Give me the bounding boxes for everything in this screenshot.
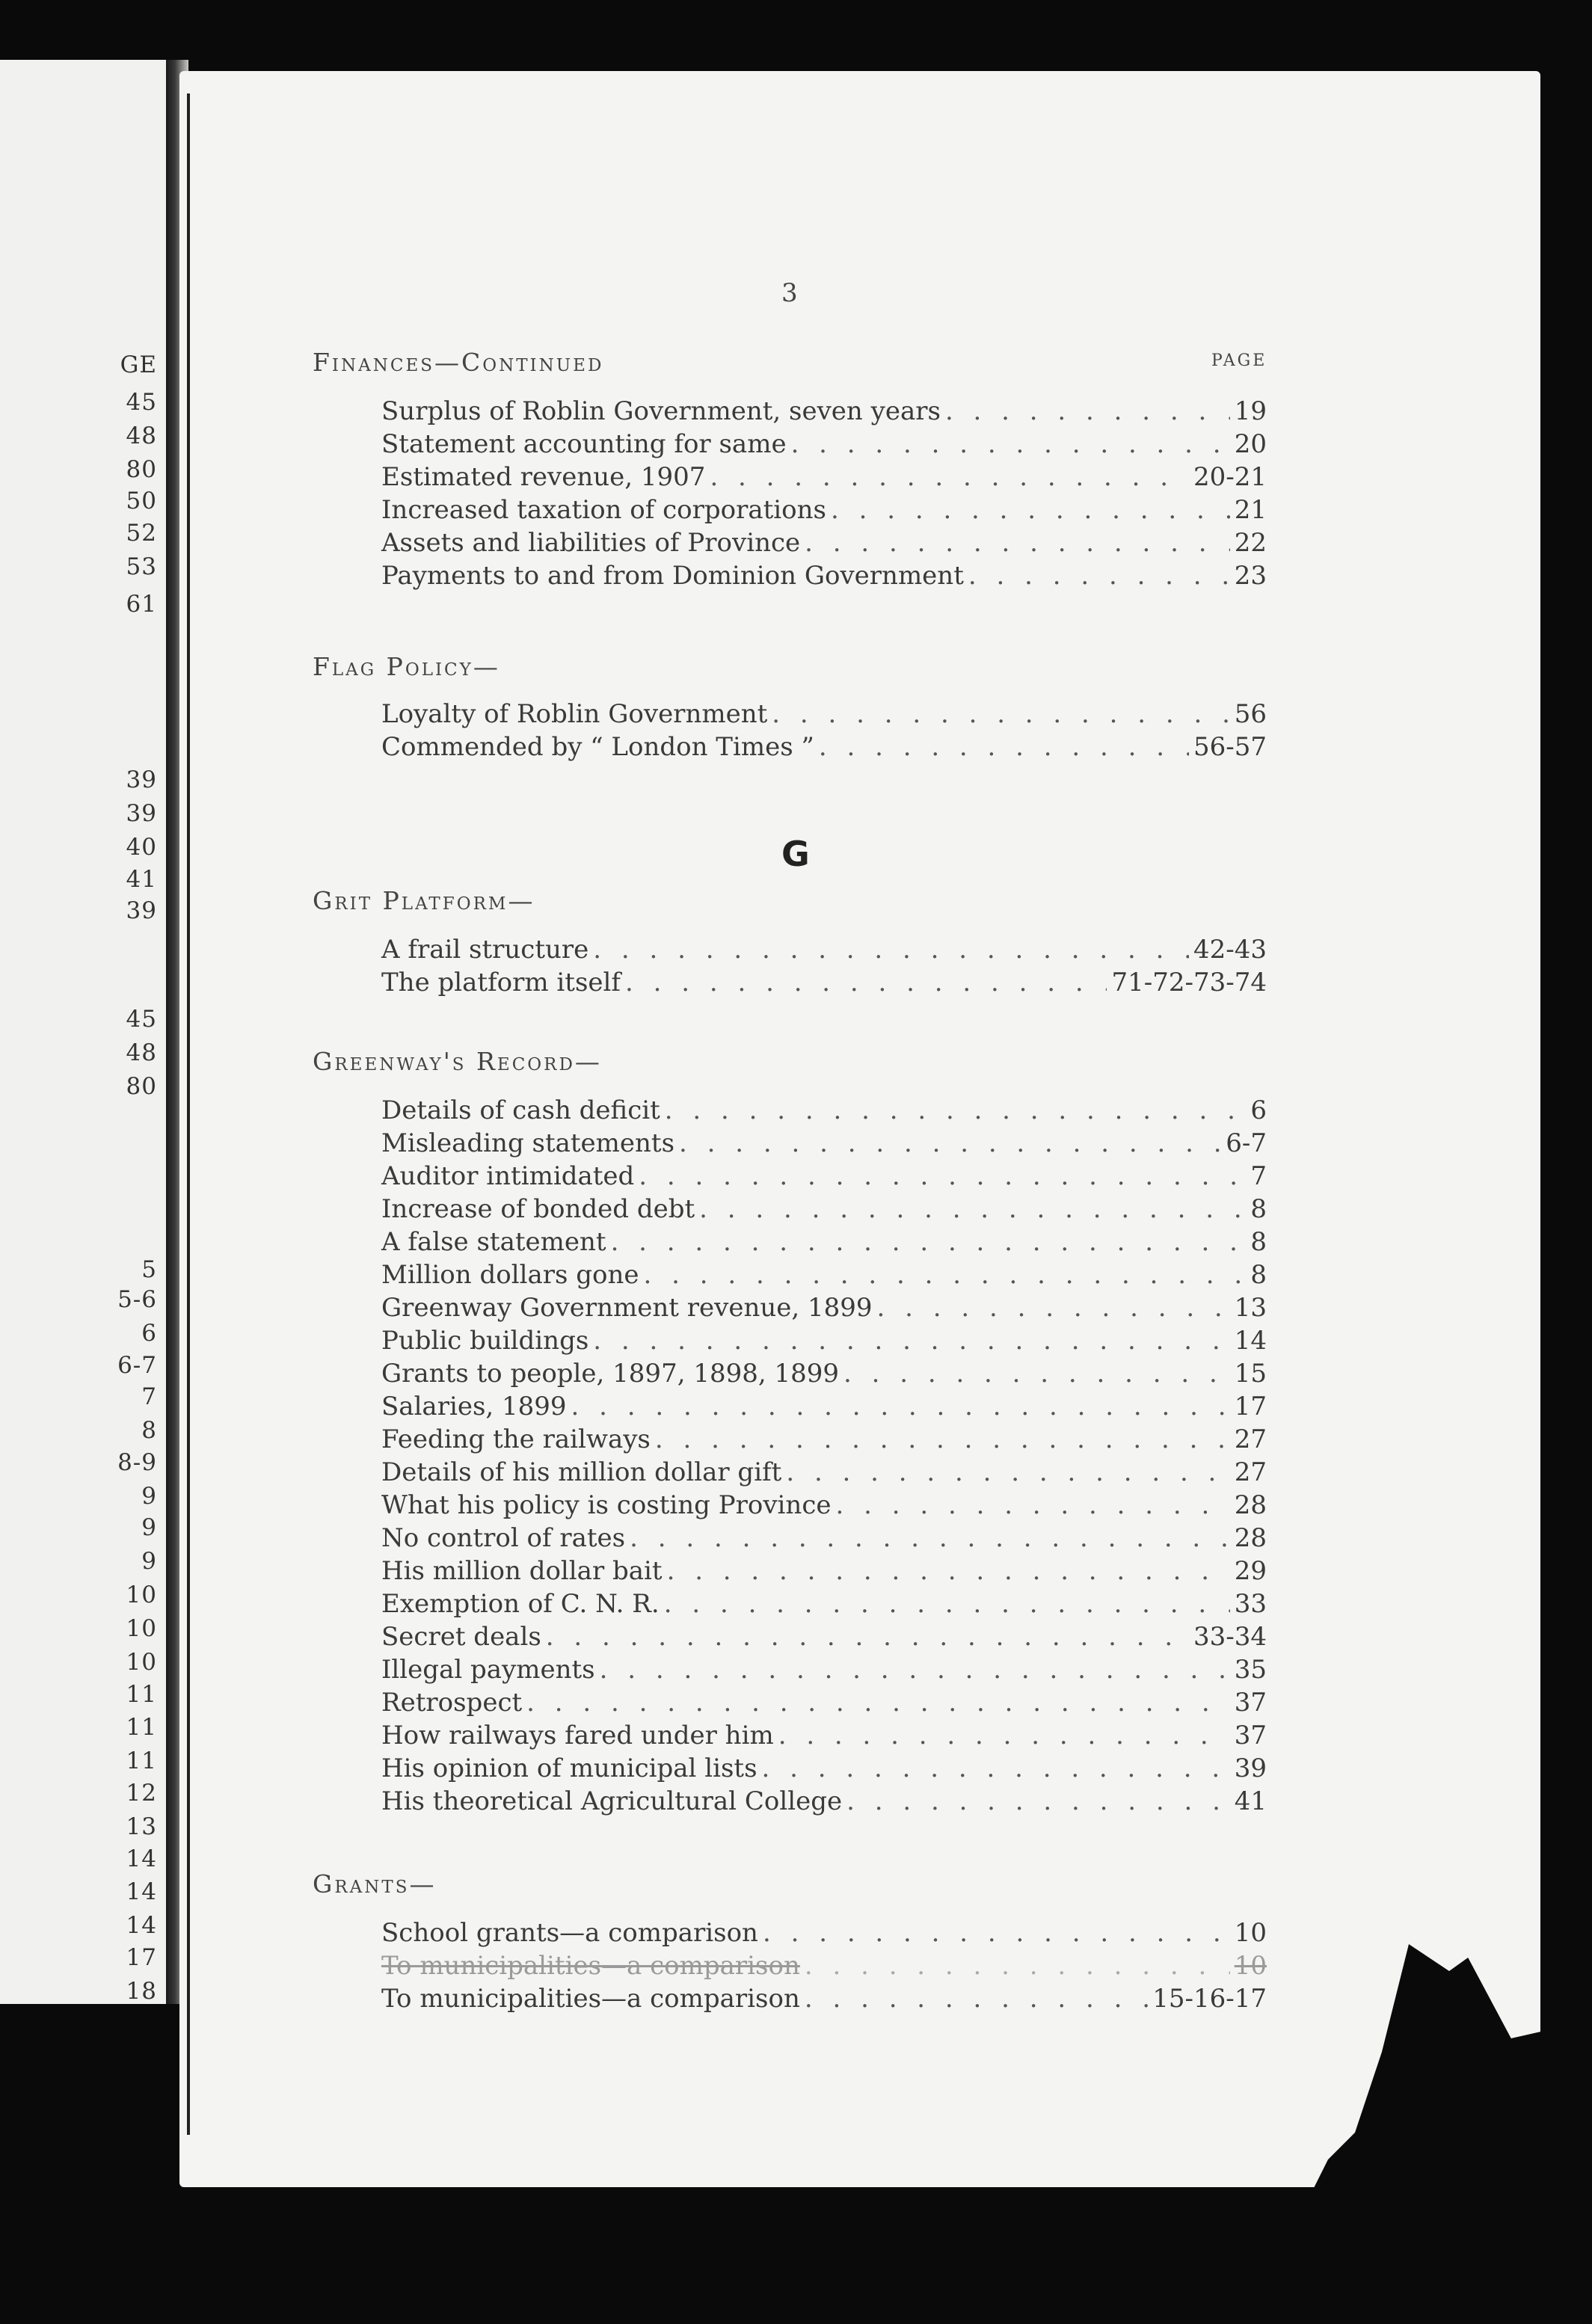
entry-title: The platform itself [381,968,621,997]
entry-page-ref: 14 [1234,1326,1267,1356]
entry-page-ref: 35 [1234,1655,1267,1685]
entry-page-ref: 29 [1234,1556,1267,1586]
leader-dots [526,1688,1230,1718]
leader-dots [644,1260,1247,1290]
index-entry [381,1753,1267,1783]
leader-dots [710,462,1189,492]
index-entry [381,396,1267,426]
facing-page-fragment [0,60,166,2004]
section-heading: Grants— [313,1869,437,1899]
page-number: 3 [781,278,798,308]
facing-page-number: 39 [126,800,157,827]
index-entry [381,1095,1267,1125]
entry-page-ref: 15-16-17 [1152,1984,1267,2014]
facing-page-number: 18 [126,1978,157,2005]
entry-page-ref: 13 [1234,1293,1267,1323]
entry-page-ref: 8 [1250,1194,1267,1224]
leader-dots [679,1128,1221,1158]
entry-title: Details of cash deficit [381,1095,660,1125]
facing-page-number: 10 [126,1649,157,1676]
index-entry [381,968,1267,997]
entry-title: Grants to people, 1897, 1898, 1899 [381,1359,839,1389]
index-entry [381,561,1267,591]
index-entry [381,1260,1267,1290]
entry-title: Feeding the railways [381,1424,651,1454]
index-entry [381,1161,1267,1191]
index-entry [381,1490,1267,1520]
facing-page-number: 17 [126,1944,157,1971]
index-entry [381,429,1267,459]
entry-title: To municipalities—a comparison [381,1951,800,1981]
index-entry [381,1951,1267,1981]
facing-page-number: GE [120,351,157,378]
entry-title: Estimated revenue, 1907 [381,462,706,492]
leader-dots [772,699,1229,729]
entry-page-ref: 17 [1234,1392,1267,1421]
index-entry [381,1227,1267,1257]
entry-page-ref: 28 [1234,1523,1267,1553]
facing-page-number: 8 [141,1417,157,1444]
entry-title: A frail structure [381,935,589,965]
entry-title: Million dollars gone [381,1260,639,1290]
index-entry [381,1457,1267,1487]
facing-page-number: 11 [126,1714,157,1741]
section-heading: Finances—Continued [313,348,604,377]
index-entry [381,935,1267,965]
entry-page-ref: 27 [1234,1457,1267,1487]
leader-dots [600,1655,1230,1685]
section-heading: Greenway's Record— [313,1047,602,1076]
entry-title: A false statement [381,1227,606,1257]
leader-dots [571,1392,1230,1421]
leader-dots [786,1457,1229,1487]
facing-page-number: 61 [126,591,157,618]
entry-title: Public buildings [381,1326,589,1356]
facing-page-number: 41 [126,866,157,893]
entry-title: Retrospect [381,1688,523,1718]
entry-title: Details of his million dollar gift [381,1457,782,1487]
leader-dots [593,1326,1229,1356]
leader-dots [877,1293,1230,1323]
facing-page-number: 14 [126,1912,157,1939]
section-heading: Grit Platform— [313,886,535,915]
facing-page-number: 52 [126,520,157,547]
facing-page-number: 10 [126,1581,157,1608]
index-entry [381,462,1267,492]
facing-page-number: 13 [126,1813,157,1840]
leader-dots [819,732,1189,762]
entry-title: Payments to and from Dominion Government [381,561,964,591]
leader-dots [968,561,1230,591]
index-entry [381,1984,1267,2014]
index-entry [381,1194,1267,1224]
leader-dots [945,396,1230,426]
entry-title: What his policy is costing Province [381,1490,832,1520]
facing-page-number: 9 [141,1483,157,1510]
entry-page-ref: 6 [1250,1095,1267,1125]
index-entry [381,1721,1267,1750]
entry-page-ref: 39 [1234,1753,1267,1783]
facing-page-number: 80 [126,456,157,483]
index-letter-heading: G [781,834,810,874]
entry-page-ref: 33-34 [1193,1622,1267,1652]
leader-dots [805,528,1230,558]
entry-title: Exemption of C. N. R. [381,1589,660,1619]
page-column-label: PAGE [1211,351,1267,370]
facing-page-number: 50 [126,488,157,514]
leader-dots [763,1918,1230,1948]
index-entry [381,1918,1267,1948]
entry-title: His opinion of municipal lists [381,1753,757,1783]
section-heading: Flag Policy— [313,652,500,681]
entry-page-ref: 20-21 [1193,462,1267,492]
facing-page-number: 48 [126,422,157,449]
entry-title: Increased taxation of corporations [381,495,826,525]
facing-page-number: 5-6 [117,1286,157,1313]
entry-page-ref: 33 [1234,1589,1267,1619]
leader-dots [836,1490,1230,1520]
facing-page-number: 14 [126,1845,157,1872]
facing-page-number: 39 [126,766,157,793]
entry-page-ref: 10 [1234,1918,1267,1948]
entry-title: No control of rates [381,1523,626,1553]
facing-page-number: 6 [141,1320,157,1347]
index-entry [381,1326,1267,1356]
index-entry [381,528,1267,558]
leader-dots [611,1227,1247,1257]
leader-dots [831,495,1230,525]
entry-title: Increase of bonded debt [381,1194,695,1224]
index-entry [381,1688,1267,1718]
entry-page-ref: 56 [1234,699,1267,729]
entry-page-ref: 15 [1234,1359,1267,1389]
facing-page-number: 80 [126,1073,157,1100]
entry-title: Assets and liabilities of Province [381,528,801,558]
leader-dots [778,1721,1230,1750]
entry-title: Salaries, 1899 [381,1392,567,1421]
entry-title: Surplus of Roblin Government, seven years [381,396,941,426]
leader-dots [667,1556,1230,1586]
leader-dots [625,968,1107,997]
entry-page-ref: 7 [1250,1161,1267,1191]
entry-title: Illegal payments [381,1655,595,1685]
leader-dots [843,1359,1230,1389]
leader-dots [639,1161,1246,1191]
entry-page-ref: 28 [1234,1490,1267,1520]
index-entry [381,1293,1267,1323]
index-entry [381,1622,1267,1652]
leader-dots [665,1095,1247,1125]
facing-page-number: 9 [141,1514,157,1541]
index-entry [381,495,1267,525]
facing-page-number: 9 [141,1548,157,1575]
index-entry [381,1556,1267,1586]
entry-title: Statement accounting for same [381,429,787,459]
entry-page-ref: 27 [1234,1424,1267,1454]
facing-page-number: 45 [126,389,157,416]
entry-page-ref: 10 [1234,1951,1267,1981]
facing-page-number: 11 [126,1681,157,1708]
entry-page-ref: 6-7 [1226,1128,1267,1158]
index-entry [381,1589,1267,1619]
index-entry [381,1359,1267,1389]
facing-page-number: 11 [126,1747,157,1774]
leader-dots [805,1951,1230,1981]
facing-page-number: 12 [126,1780,157,1807]
leader-dots [546,1622,1189,1652]
facing-page-number: 53 [126,553,157,580]
entry-title: Loyalty of Roblin Government [381,699,768,729]
entry-page-ref: 21 [1234,495,1267,525]
facing-page-number: 45 [126,1006,157,1033]
index-entry [381,1128,1267,1158]
index-entry [381,1655,1267,1685]
entry-page-ref: 22 [1234,528,1267,558]
entry-page-ref: 20 [1234,429,1267,459]
entry-page-ref: 42-43 [1193,935,1267,965]
leader-dots [762,1753,1230,1783]
entry-title: To municipalities—a comparison [381,1984,800,2014]
entry-page-ref: 23 [1234,561,1267,591]
leader-dots [699,1194,1246,1224]
index-entry [381,1786,1267,1816]
index-entry [381,1523,1267,1553]
entry-title: His theoretical Agricultural College [381,1786,843,1816]
facing-page-number: 14 [126,1878,157,1905]
facing-page-number: 10 [126,1615,157,1642]
entry-title: Greenway Government revenue, 1899 [381,1293,873,1323]
facing-page-number: 39 [126,897,157,924]
facing-page-number: 40 [126,834,157,861]
facing-page-number: 48 [126,1039,157,1066]
entry-page-ref: 37 [1234,1688,1267,1718]
entry-page-ref: 41 [1234,1786,1267,1816]
leader-dots [791,429,1230,459]
entry-title: How railways fared under him [381,1721,774,1750]
facing-page-number: 6-7 [117,1352,157,1379]
entry-page-ref: 71-72-73-74 [1111,968,1267,997]
facing-page-numbers [0,60,166,2004]
entry-title: His million dollar bait [381,1556,663,1586]
leader-dots [846,1786,1230,1816]
entry-title: Misleading statements [381,1128,675,1158]
entry-title: Secret deals [381,1622,541,1652]
index-entry [381,1392,1267,1421]
entry-title: Auditor intimidated [381,1161,635,1191]
entry-page-ref: 56-57 [1193,732,1267,762]
index-entry [381,699,1267,729]
leader-dots [630,1523,1230,1553]
leader-dots [664,1589,1230,1619]
entry-page-ref: 8 [1250,1227,1267,1257]
entry-page-ref: 19 [1234,396,1267,426]
entry-page-ref: 8 [1250,1260,1267,1290]
entry-title: Commended by “ London Times ” [381,732,814,762]
facing-page-number: 8-9 [117,1449,157,1476]
entry-title: School grants—a comparison [381,1918,758,1948]
leader-dots [805,1984,1148,2014]
entry-page-ref: 37 [1234,1721,1267,1750]
leader-dots [593,935,1189,965]
page-spine-edge [187,93,190,2135]
leader-dots [655,1424,1230,1454]
index-entry [381,1424,1267,1454]
facing-page-number: 7 [141,1383,157,1410]
facing-page-number: 5 [141,1256,157,1283]
index-entry [381,732,1267,762]
